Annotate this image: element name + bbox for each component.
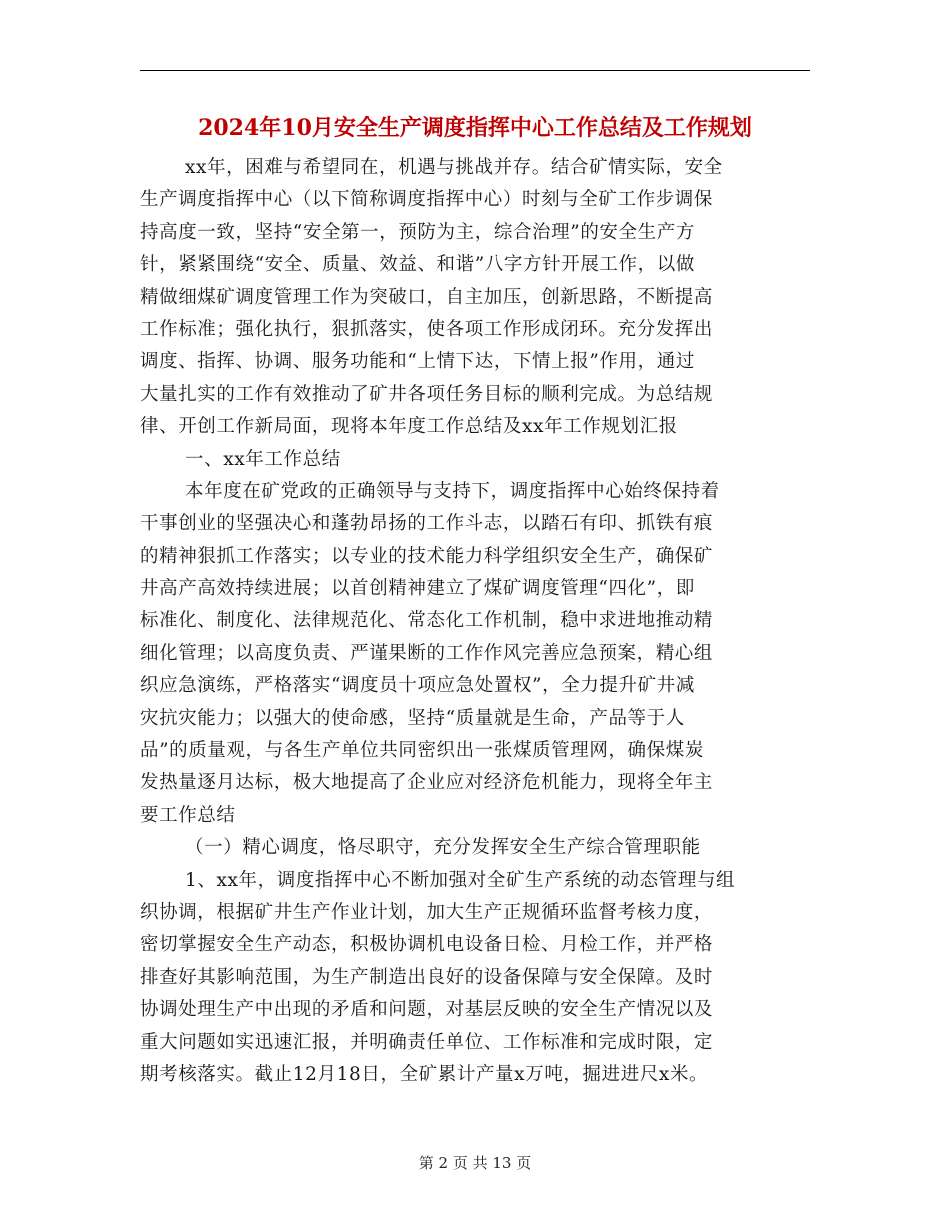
text-line: 精做细煤矿调度管理工作为突破口，自主加压，创新思路，不断提高	[140, 286, 714, 308]
text-line: 干事创业的坚强决心和蓬勃昂扬的工作斗志，以踏石有印、抓铁有痕	[140, 513, 714, 535]
text-line: 织应急演练，严格落实“调度员十项应急处置权”，全力提升矿井减	[140, 675, 695, 697]
text-line: 重大问题如实迅速汇报，并明确责任单位、工作标准和完成时限，定	[140, 1031, 714, 1053]
text-line: 律、开创工作新局面，现将本年度工作总结及xx年工作规划汇报	[140, 416, 678, 438]
text-line: 一、xx年工作总结	[185, 448, 341, 470]
text-line: 大量扎实的工作有效推动了矿井各项任务目标的顺利完成。为总结规	[140, 383, 714, 405]
text-line: 排查好其影响范围，为生产制造出良好的设备保障与安全保障。及时	[140, 966, 714, 988]
text-line: 发热量逐月达标，极大地提高了企业应对经济危机能力，现将全年主	[140, 772, 714, 794]
text-line: 标准化、制度化、法律规范化、常态化工作机制，稳中求进地推动精	[140, 610, 714, 632]
text-line: 生产调度指挥中心（以下简称调度指挥中心）时刻与全矿工作步调保	[140, 189, 714, 211]
text-line: 协调处理生产中出现的矛盾和问题，对基层反映的安全生产情况以及	[140, 999, 714, 1021]
text-line: 针，紧紧围绕“安全、质量、效益、和谐”八字方针开展工作，以做	[140, 254, 695, 276]
text-line: 品”的质量观，与各生产单位共同密织出一张煤质管理网，确保煤炭	[140, 740, 704, 762]
text-line: xx年，困难与希望同在，机遇与挑战并存。结合矿情实际，安全	[185, 157, 723, 178]
text-line: 密切掌握安全生产动态，积极协调机电设备日检、月检工作，并严格	[140, 934, 714, 956]
text-line: 本年度在矿党政的正确领导与支持下，调度指挥中心始终保持着	[185, 480, 720, 502]
document-body	[140, 152, 810, 1091]
text-line: 细化管理；以高度负责、严谨果断的工作作风完善应急预案，精心组	[140, 642, 714, 664]
text-line: 期考核落实。截止12月18日，全矿累计产量x万吨，掘进进尺x米。	[140, 1063, 709, 1085]
text-line: 1、xx年，调度指挥中心不断加强对全矿生产系统的动态管理与组	[185, 869, 736, 891]
header-rule	[140, 70, 810, 71]
text-line: 织协调，根据矿井生产作业计划，加大生产正规循环监督考核力度，	[140, 901, 714, 923]
text-line: 的精神狠抓工作落实；以专业的技术能力科学组织安全生产，确保矿	[140, 545, 714, 567]
page-number: 第 2 页 共 13 页	[418, 1154, 532, 1172]
text-line: 工作标准；强化执行，狠抓落实，使各项工作形成闭环。充分发挥出	[140, 318, 714, 340]
text-line: 持高度一致，坚持“安全第一，预防为主，综合治理”的安全生产方	[140, 221, 695, 243]
text-line: 要工作总结	[140, 804, 236, 826]
text-line: 井高产高效持续进展；以首创精神建立了煤矿调度管理“四化”，即	[140, 578, 695, 600]
text-line: 调度、指挥、协调、服务功能和“上情下达，下情上报”作用，通过	[140, 351, 695, 373]
text-line: 灾抗灾能力；以强大的使命感，坚持“质量就是生命，产品等于人	[140, 707, 685, 729]
document-title: 2024年10月安全生产调度指挥中心工作总结及工作规划	[198, 115, 752, 141]
text-line: （一）精心调度，恪尽职守，充分发挥安全生产综合管理职能	[185, 837, 701, 859]
